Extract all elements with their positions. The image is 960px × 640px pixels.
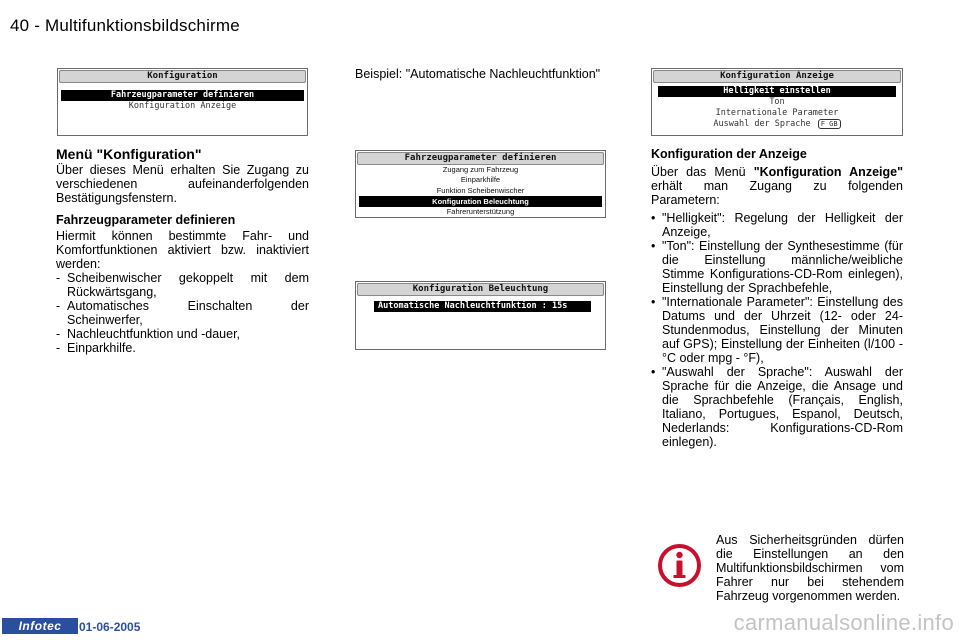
flag-icons: F GB — [818, 119, 841, 129]
footer-date: 01-06-2005 — [79, 620, 141, 634]
footer-badge: Infotec — [2, 618, 78, 634]
list-item: • "Auswahl der Sprache": Auswahl der Sprache für die Anzeige, die Ansage und die Sprachbefehle (Français, English, Italiano, Portugues, Espanol, Deutsch, Nederlands: Konfigurations-CD-Rom einlegen). — [651, 365, 903, 449]
screen-line: Zugang zum Fahrzeug — [442, 165, 519, 174]
screen-title: Konfiguration Anzeige — [653, 70, 901, 83]
screen-line-selected: Helligkeit einstellen — [658, 86, 896, 97]
example-caption: Beispiel: "Automatische Nachleuchtfunktion" — [355, 67, 601, 81]
list-item: • "Ton": Einstellung der Synthesestimme (für die Einstellung männliche/weibliche Stimme Konfigurations-CD-Rom einlegen), Einstellung der Sprachbefehle, — [651, 239, 903, 295]
safety-notice: Aus Sicherheitsgründen dürfen die Einstellungen an den Multifunktionsbildschirmen vom Fahrer nur bei stehendem Fahrzeug vorgenommen werden. — [716, 533, 904, 603]
screen-fahrzeugparameter — [355, 150, 606, 218]
screen-line: Einparkhilfe — [460, 175, 501, 184]
screen-line: Funktion Scheibenwischer — [436, 186, 525, 195]
screen-line: Internationale Parameter — [715, 108, 839, 118]
col3-text — [651, 147, 903, 449]
list-item: - Automatisches Einschalten der Scheinwerfer, — [56, 299, 309, 327]
sub-heading: Fahrzeugparameter definieren — [56, 213, 236, 227]
display-heading: Konfiguration der Anzeige — [651, 147, 807, 161]
screen-line-selected: Konfiguration Beleuchtung — [359, 196, 602, 207]
feature-list — [56, 271, 309, 355]
screen-title: Fahrzeugparameter definieren — [357, 152, 604, 165]
sub-intro: Hiermit können bestimmte Fahr- und Komfortfunktionen aktiviert bzw. inaktiviert werden: — [56, 229, 309, 271]
list-item: • "Internationale Parameter": Einstellung des Datums und der Uhrzeit (12- oder 24-Stundenmodus, Einstellung der Minuten auf GPS); Einstellung der Einheiten (l/100 - °C oder mpg - °F), — [651, 295, 903, 365]
screen-konfiguration-anzeige — [651, 68, 903, 136]
display-intro: Über das Menü "Konfiguration Anzeige" erhält man Zugang zu folgenden Parametern: — [651, 165, 904, 207]
list-item: • "Helligkeit": Regelung der Helligkeit der Anzeige, — [651, 211, 903, 239]
screen-beleuchtung — [355, 281, 606, 350]
list-item: - Einparkhilfe. — [56, 341, 136, 355]
info-icon — [657, 543, 702, 588]
menu-heading: Menü "Konfiguration" — [56, 146, 202, 162]
screen-title: Konfiguration Beleuchtung — [357, 283, 604, 296]
col1-text — [56, 147, 309, 355]
list-item: - Scheibenwischer gekoppelt mit dem Rückwärtsgang, — [56, 271, 309, 299]
menu-intro: Über dieses Menü erhalten Sie Zugang zu verschiedenen aufeinanderfolgenden Bestätigungsfenstern. — [56, 163, 309, 205]
screen-line: Konfiguration Anzeige — [128, 101, 237, 111]
screen-title: Konfiguration — [59, 70, 306, 83]
screen-line: Ton — [769, 97, 785, 107]
parameter-list — [651, 211, 903, 449]
screen-line: Fahrerunterstützung — [446, 207, 515, 216]
screen-line — [652, 119, 902, 130]
screen-line-text: Auswahl der Sprache — [713, 119, 811, 129]
screen-konfiguration — [57, 68, 308, 136]
list-item: - Nachleuchtfunktion und -dauer, — [56, 327, 241, 341]
screen-line-selected: Automatische Nachleuchtfunktion : 15s — [374, 301, 591, 312]
screen-line-selected: Fahrzeugparameter definieren — [61, 90, 304, 101]
watermark: carmanualsonline.info — [733, 610, 954, 635]
page-title: 40 - Multifunktionsbildschirme — [10, 16, 240, 35]
